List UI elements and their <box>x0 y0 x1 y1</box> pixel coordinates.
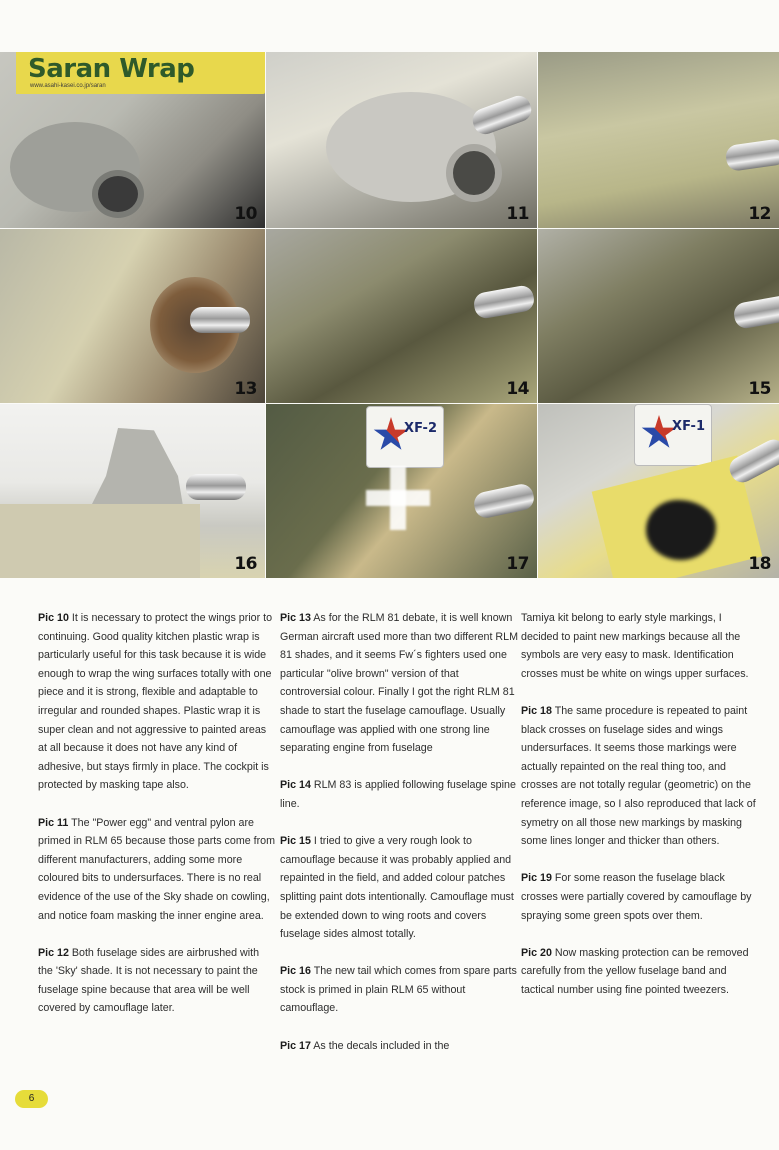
caption-text: It is necessary to protect the wings prior to continuing. Good quality kitchen plastic wrap is particularly useful for this task because it is wide enough to wrap the wing surfaces totally with one piece and it is strong, flexible and adaptable to irregular and rounded shapes. Plastic wrap it is super clean and not aggressive to painted areas at all because it does not have any kind of adhesive, but stays firmly in place. The cockpit is protected by masking tape also. <box>38 612 273 792</box>
paint-jar-label: XF-1 <box>672 419 705 434</box>
text-column-1 <box>38 609 276 1037</box>
page-number: 6 <box>15 1090 48 1108</box>
caption-text: Now masking protection can be removed carefully from the yellow fuselage band and tactical number using fine pointed tweezers. <box>521 946 749 996</box>
caption-text: Both fuselage sides are airbrushed with the 'Sky' shade. It is not necessary to paint the fuselage spine because that area will be well covered by camouflage later. <box>38 946 260 1015</box>
engine-cowling <box>446 144 502 202</box>
photo-number: 12 <box>748 204 771 224</box>
airbrush <box>190 307 250 333</box>
paint-jar-label: XF-2 <box>404 421 437 436</box>
caption-pic-20 <box>521 944 759 1000</box>
caption-lead: Pic 19 <box>521 872 552 885</box>
airbrush <box>725 435 779 486</box>
caption-text: I tried to give a very rough look to camouflage because it was probably applied and repainted in the field, and added colour patches splitting paint dots intentionally. Camouflage must be extended down to wing roots and covers fuselage sides almost totally. <box>280 835 514 941</box>
caption-lead: Pic 17 <box>280 1039 311 1052</box>
caption-pic-10 <box>38 609 276 795</box>
paint-jar <box>366 406 444 468</box>
caption-text: The "Power egg" and ventral pylon are primed in RLM 65 because those parts come from different manufacturers, adding some more coloured bits to undersurfaces. There is no real evidence of the use of the Sky shade on cowling, and notice foam masking the inner engine area. <box>38 816 276 922</box>
caption-pic-17-continued <box>521 609 759 683</box>
caption-lead: Pic 11 <box>38 816 69 829</box>
caption-pic-12 <box>38 944 276 1018</box>
photo-number: 10 <box>234 204 257 224</box>
caption-text: The same procedure is repeated to paint black crosses on fuselage sides and wings undersurfaces. It seems those markings were actually repainted on the real thing too, and crosses are not totally regular (geometric) on the reference image, so I also reproduced that lack of symetry on all those new markings by masking some lines longer and thicker than others. <box>521 704 756 848</box>
caption-text: Tamiya kit belong to early style markings, I decided to paint new markings because all the symbols are very easy to mask. Identification crosses must be white on wings upper surfaces. <box>521 612 749 680</box>
caption-lead: Pic 12 <box>38 946 69 959</box>
photo-number: 14 <box>506 379 529 399</box>
airbrush <box>472 482 536 520</box>
caption-pic-17 <box>280 1037 518 1056</box>
photo-16 <box>0 404 265 578</box>
saran-wrap-url: www.asahi-kasei.co.jp/saran <box>30 83 106 89</box>
caption-lead: Pic 20 <box>521 946 552 959</box>
caption-lead: Pic 18 <box>521 704 552 717</box>
caption-pic-18 <box>521 702 759 851</box>
caption-pic-16 <box>280 962 518 1018</box>
caption-lead: Pic 10 <box>38 612 69 624</box>
photo-number: 13 <box>234 379 257 399</box>
caption-text: RLM 83 is applied following fuselage spine line. <box>280 779 516 810</box>
caption-text: As for the RLM 81 debate, it is well known German aircraft used more than two different RLM 81 shades, and it seems Fw´s fighters used one particular "olive brown" version of that controversial colour. Finally I got the right RLM 81 shade to start the fuselage camouflage. Usually camouflage was applied with one strong line separating engine from fuselage <box>280 612 519 755</box>
caption-text: The new tail which comes from spare parts stock is primed in plain RLM 65 without camouflage. <box>280 965 517 1015</box>
photo-number: 18 <box>748 554 771 574</box>
airbrush <box>469 93 534 138</box>
photo-15 <box>538 229 779 403</box>
airbrush <box>472 284 536 320</box>
caption-pic-14 <box>280 776 518 813</box>
photo-number: 11 <box>506 204 529 224</box>
airbrush <box>732 294 779 330</box>
caption-pic-13 <box>280 609 518 758</box>
saran-wrap-sticker <box>16 52 265 94</box>
photo-number: 16 <box>234 554 257 574</box>
saran-wrap-brand: Saran Wrap <box>28 54 195 84</box>
white-cross-marking <box>366 466 430 530</box>
photo-11 <box>266 52 537 228</box>
photo-10 <box>0 52 265 228</box>
caption-pic-19 <box>521 869 759 925</box>
text-column-2 <box>280 609 518 1074</box>
caption-lead: Pic 15 <box>280 835 311 848</box>
airbrush <box>186 474 246 500</box>
airbrush <box>724 138 779 172</box>
caption-lead: Pic 16 <box>280 965 311 978</box>
photo-13 <box>0 229 265 403</box>
photo-number: 17 <box>506 554 529 574</box>
caption-pic-11 <box>38 814 276 926</box>
cross-bar <box>366 490 430 506</box>
caption-lead: Pic 14 <box>280 779 311 792</box>
photo-grid <box>0 52 779 578</box>
caption-pic-15 <box>280 832 518 944</box>
photo-number: 15 <box>748 379 771 399</box>
fuselage-shape <box>0 504 200 578</box>
photo-18 <box>538 404 779 578</box>
engine-cowling <box>92 170 144 218</box>
photo-14 <box>266 229 537 403</box>
paint-jar <box>634 404 712 466</box>
text-column-3 <box>521 609 759 1018</box>
caption-lead: Pic 13 <box>280 612 311 624</box>
caption-text: As the decals included in the <box>313 1039 450 1052</box>
photo-17 <box>266 404 537 578</box>
caption-text: For some reason the fuselage black crosses were partially covered by camouflage by spraying some green spots over them. <box>521 872 752 922</box>
photo-12 <box>538 52 779 228</box>
